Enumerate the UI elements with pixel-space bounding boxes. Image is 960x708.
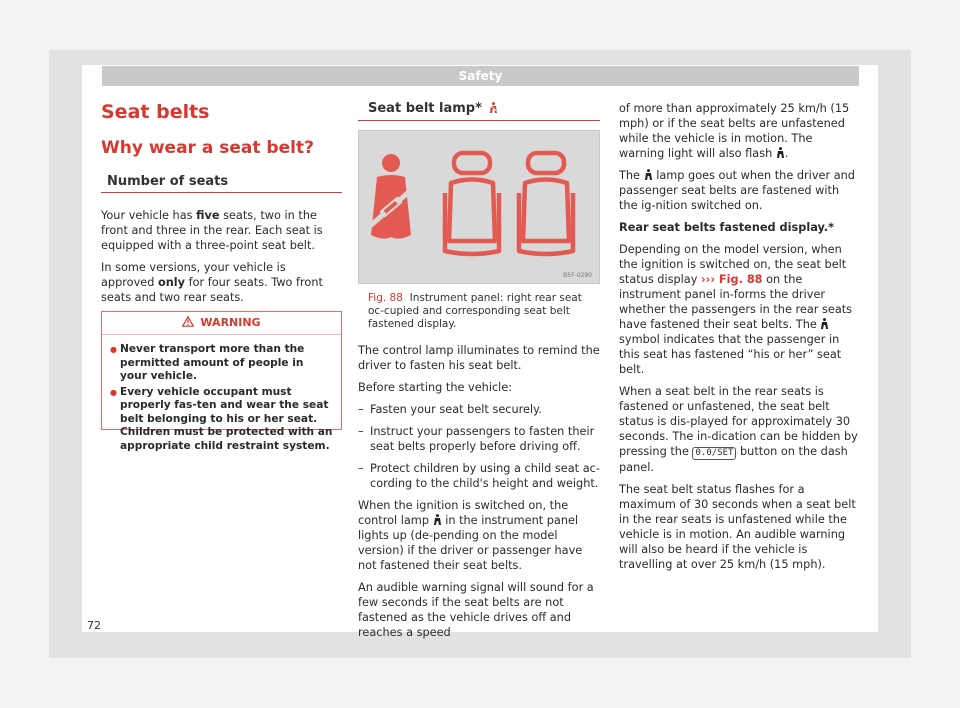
- seat-icon: [519, 153, 573, 254]
- paragraph: The control lamp illuminates to remind the driver to fasten his seat belt.: [358, 344, 600, 372]
- section-header: Safety: [102, 66, 859, 86]
- warning-list: [102, 335, 341, 453]
- warning-triangle-icon: [182, 316, 194, 327]
- right-text: [619, 101, 859, 579]
- paragraph: The seat belt status flashes for a maximum of 30 seconds when a seat belt in the rear seats is unfastened while the vehicle is in motion. An audible warning will also be heard if the vehicle is travelling at over 25 km/h (15 mph).: [619, 483, 856, 571]
- page-number: 72: [87, 619, 101, 632]
- seat-belt-symbol-icon: [369, 154, 419, 239]
- figure-reference-link[interactable]: ››› Fig. 88: [701, 273, 763, 286]
- seat-belt-lamp-heading: Seat belt lamp*: [368, 101, 498, 116]
- figure-88-image: [358, 130, 600, 284]
- seat-belt-icon: [776, 147, 785, 158]
- warning-item: ● Every vehicle occupant must properly fas-ten and wear the seat belt belonging to his or her seat. Children must be protected with an appropriate child restraint system.: [110, 386, 333, 454]
- sub-heading: Number of seats: [107, 174, 229, 189]
- figure-caption: Fig. 88 Instrument panel: right rear seat oc-cupied and corresponding seat belt fastened display.: [368, 292, 582, 330]
- step-item: – Instruct your passengers to fasten their seat belts properly before driving off.: [358, 424, 602, 454]
- paragraph: Your vehicle has five seats, two in the front and three in the rear. Each seat is equipped with a three-point seat belt.: [101, 209, 323, 252]
- step-item: – Protect children by using a child seat ac-cording to the child's height and weight.: [358, 461, 602, 491]
- seat-belt-display-illustration: [359, 131, 599, 283]
- rear-display-heading: Rear seat belts fastened display.*: [619, 221, 834, 234]
- seat-belt-icon: [644, 169, 653, 180]
- paragraph: Before starting the vehicle:: [358, 381, 513, 394]
- paragraph: of more than approximately 25 km/h (15 mph) or if the seat belts are unfastened while the vehicle is in motion. The warning light will also flash .: [619, 102, 850, 160]
- warning-box: [101, 311, 342, 452]
- sub-heading-rule: [101, 192, 342, 193]
- paragraph: In some versions, your vehicle is approved only for four seats. Two front seats and two rear seats.: [101, 261, 323, 304]
- paragraph: Depending on the model version, when the ignition is switched on, the seat belt status display ››› Fig. 88 on the instrument panel in-forms the driver whether the passengers in the rear seats have fastened their seat belts. The symbol indicates that the passenger in this seat has fastened “his or her” seat belt.: [619, 243, 853, 376]
- seat-belt-icon: [820, 318, 829, 329]
- warning-item: ● Never transport more than the permitted amount of people in your vehicle.: [110, 343, 333, 384]
- figure-code: B5F-0290: [563, 272, 592, 279]
- step-item: – Fasten your seat belt securely.: [358, 402, 602, 417]
- paragraph: The lamp goes out when the driver and passenger seat belts are fastened with the ig-nition switched on.: [619, 169, 855, 212]
- paragraph: An audible warning signal will sound for a few seconds if the seat belts are not fastened as the vehicle drives off and reaches a speed: [358, 581, 594, 639]
- paragraph: When the ignition is switched on, the control lamp in the instrument panel lights up (de-pending on the model version) if the driver or passenger have not fastened their seat belts.: [358, 499, 583, 572]
- warning-label: WARNING: [200, 316, 261, 329]
- seat-belt-icon: [433, 514, 442, 525]
- set-button-key: 0.0/SET: [692, 447, 736, 460]
- page-title: Seat belts: [101, 101, 210, 123]
- middle-text: [358, 343, 602, 647]
- paragraph: When a seat belt in the rear seats is fastened or unfastened, the seat belt status is dis-played for approximately 30 seconds. The in-dication can be hidden by pressing the 0.0/SET button on the dash panel.: [619, 385, 858, 474]
- warning-header: [102, 312, 341, 335]
- left-text: [101, 208, 341, 312]
- heading-rule: [358, 120, 600, 121]
- seat-icon: [445, 153, 499, 254]
- seat-belt-icon: [489, 102, 498, 113]
- section-subtitle: Why wear a seat belt?: [101, 138, 314, 158]
